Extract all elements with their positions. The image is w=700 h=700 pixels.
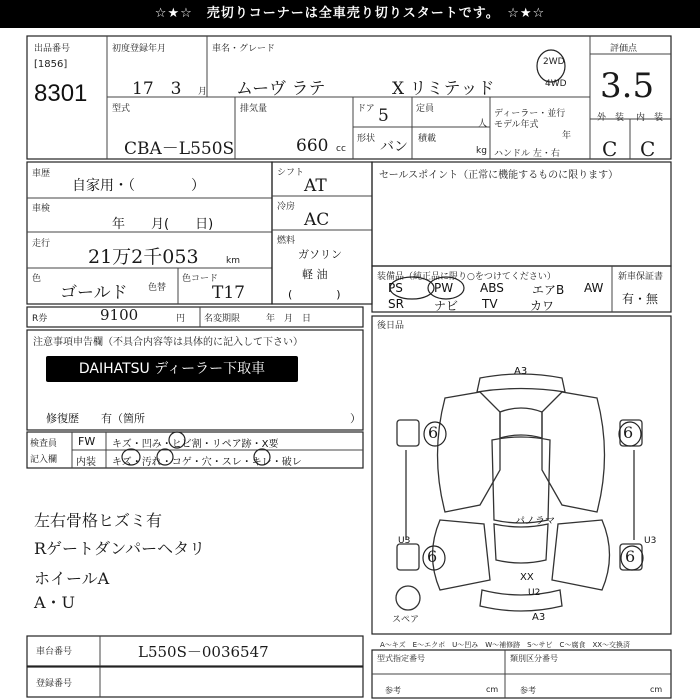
warranty-value: 有・無 bbox=[622, 292, 659, 306]
hand-note-4: A・U bbox=[34, 593, 76, 612]
top-banner: ☆★☆ 売切りコーナーは全車売り切りスタートです。 ☆★☆ bbox=[0, 0, 700, 28]
repair-close: ） bbox=[350, 412, 361, 425]
inspector-label-bottom: 記入欄 bbox=[30, 455, 58, 465]
mark-rl: 6 bbox=[427, 547, 438, 566]
ref-label-left: 参考 bbox=[385, 686, 401, 695]
capacity-label: 定員 bbox=[416, 104, 435, 114]
score-value: 3.5 bbox=[600, 66, 655, 106]
mark-rear: A3 bbox=[532, 612, 546, 623]
mark-panorama: パノラマ bbox=[515, 516, 555, 527]
equip-airbag: エアB bbox=[532, 283, 565, 297]
equip-tv: TV bbox=[482, 297, 498, 311]
equip-leather: カワ bbox=[530, 299, 555, 313]
model-label: 車名・グレード bbox=[212, 44, 276, 54]
type-value: CBA－L550S bbox=[124, 139, 235, 159]
equipment-label: 装備品（純正品に限り○をつけてください） bbox=[377, 272, 556, 282]
hand-note-3: ホイールA bbox=[34, 569, 110, 588]
ref-label-right: 参考 bbox=[520, 686, 536, 695]
type-label: 型式 bbox=[112, 104, 131, 114]
ext-label: 外 装 bbox=[597, 113, 625, 123]
inspector-fw: FW bbox=[78, 435, 96, 448]
mileage-label: 走行 bbox=[32, 239, 51, 249]
ac-value: AC bbox=[304, 210, 330, 230]
equip-pw: PW bbox=[434, 281, 454, 295]
spare-label: スペア bbox=[392, 615, 420, 625]
first-reg-unit: 月 bbox=[198, 87, 208, 97]
capacity-unit: 人 bbox=[478, 119, 488, 129]
usage-label: 車歴 bbox=[32, 169, 51, 179]
recycle-value: 9100 bbox=[100, 306, 139, 324]
mileage-value: 21万2千053 bbox=[88, 246, 199, 268]
ac-label: 冷房 bbox=[277, 202, 296, 212]
first-reg-label: 初度登録年月 bbox=[112, 44, 167, 54]
lot-label: 出品番号 bbox=[34, 44, 71, 54]
doors-label: ドア bbox=[357, 104, 375, 114]
model-value: ムーヴ ラテ bbox=[236, 79, 326, 99]
lot-number: 8301 bbox=[34, 80, 88, 107]
inspector-row2-text: キズ・汚れ・コゲ・穴・スレ・キレ・破レ bbox=[112, 457, 302, 468]
cm-right: cm bbox=[650, 685, 663, 694]
mark-fl: 6 bbox=[428, 423, 439, 442]
mark-fr: 6 bbox=[623, 423, 634, 442]
handle-label: ハンドル 左・右 bbox=[494, 149, 560, 159]
color-code-value: T17 bbox=[212, 283, 245, 303]
recycle-unit: 円 bbox=[176, 314, 186, 324]
shift-label: シフト bbox=[277, 168, 305, 178]
mileage-unit: km bbox=[226, 256, 240, 266]
ext-value: C bbox=[602, 137, 618, 161]
sales-point-label: セールスポイント（正常に機能するものに限ります） bbox=[379, 170, 619, 181]
model-year-label: モデル年式 bbox=[494, 120, 539, 130]
shape-value: バン bbox=[380, 139, 408, 155]
name-deadline-value: 年 月 日 bbox=[266, 314, 312, 324]
color-code-label: 色コード bbox=[182, 274, 219, 284]
model-year-unit: 年 bbox=[562, 131, 572, 141]
inspection-value: 年 月( 日) bbox=[112, 217, 214, 232]
inspector-row1-text: キズ・凹み・ヒビ割・リペア跡・X要 bbox=[112, 439, 279, 450]
inspector-interior: 内装 bbox=[76, 457, 96, 468]
cm-left: cm bbox=[486, 685, 499, 694]
cc-label: 排気量 bbox=[240, 104, 268, 114]
mark-front: A3 bbox=[514, 366, 528, 377]
lot-small: [1856] bbox=[34, 59, 68, 70]
fuel-value: ガソリン bbox=[298, 248, 342, 261]
repair-label: 修復歴 有（箇所 bbox=[46, 412, 145, 425]
notes-label: 注意事項申告欄（不具合内容等は具体的に記入して下さい） bbox=[33, 337, 303, 348]
cert-class-label: 類別区分番号 bbox=[510, 654, 558, 663]
doors-value: 5 bbox=[378, 106, 389, 126]
cert-type-label: 型式指定番号 bbox=[377, 654, 425, 663]
equip-navi: ナビ bbox=[434, 299, 459, 313]
color-label: 色 bbox=[32, 274, 42, 284]
hand-note-2: Rゲートダンパーヘタリ bbox=[34, 539, 206, 558]
usage-value: 自家用・（ ） bbox=[72, 178, 205, 194]
rear-label: 後日品 bbox=[377, 321, 405, 331]
dealer-label: ディーラー・並行 bbox=[494, 109, 566, 119]
drive-4wd: 4WD bbox=[545, 79, 567, 89]
shift-value: AT bbox=[304, 176, 327, 196]
fuel-alt: 軽 油 bbox=[302, 268, 328, 281]
warranty-label: 新車保証書 bbox=[618, 272, 664, 282]
mark-rr: 6 bbox=[625, 547, 636, 566]
first-reg-value: 17 3 bbox=[132, 79, 182, 99]
name-deadline-label: 名変期限 bbox=[204, 314, 241, 324]
inspection-label: 車検 bbox=[32, 204, 51, 214]
mark-u2: U2 bbox=[528, 588, 541, 598]
load-label: 積載 bbox=[418, 134, 437, 144]
equip-abs: ABS bbox=[480, 281, 504, 295]
shape-label: 形状 bbox=[357, 134, 376, 144]
equip-aw: AW bbox=[584, 281, 604, 295]
hand-note-1: 左右骨格ヒズミ有 bbox=[34, 511, 163, 530]
equip-ps: PS bbox=[388, 281, 403, 295]
chassis-label: 車台番号 bbox=[36, 647, 73, 657]
chassis-value: L550S－0036547 bbox=[138, 643, 269, 661]
color-value: ゴールド bbox=[60, 283, 128, 303]
fuel-label: 燃料 bbox=[277, 236, 296, 246]
int-label: 内 装 bbox=[636, 113, 664, 123]
mark-u3-left: U3 bbox=[398, 536, 411, 546]
dealer-badge: DAIHATSU ディーラー下取車 bbox=[46, 356, 298, 382]
drive-2wd: 2WD bbox=[543, 57, 565, 67]
mark-xx: XX bbox=[520, 572, 534, 583]
fuel-paren: ( ) bbox=[288, 288, 341, 301]
mark-u3-right: U3 bbox=[644, 536, 657, 546]
grade-value: X リミテッド bbox=[392, 79, 495, 99]
reg-label: 登録番号 bbox=[36, 679, 73, 689]
damage-legend: A～キズ E～エクボ U～凹み W～補修跡 S～サビ C～腐食 XX～交換済 bbox=[380, 641, 631, 649]
cc-value: 660 bbox=[296, 136, 329, 156]
equip-sr: SR bbox=[388, 297, 404, 311]
int-value: C bbox=[640, 137, 656, 161]
cc-unit: cc bbox=[336, 144, 346, 154]
load-unit: kg bbox=[476, 146, 487, 156]
color-change-label: 色替 bbox=[148, 283, 167, 293]
score-label: 評価点 bbox=[610, 44, 638, 54]
recycle-label: R券 bbox=[32, 314, 48, 324]
inspector-label-top: 検査員 bbox=[30, 439, 58, 449]
